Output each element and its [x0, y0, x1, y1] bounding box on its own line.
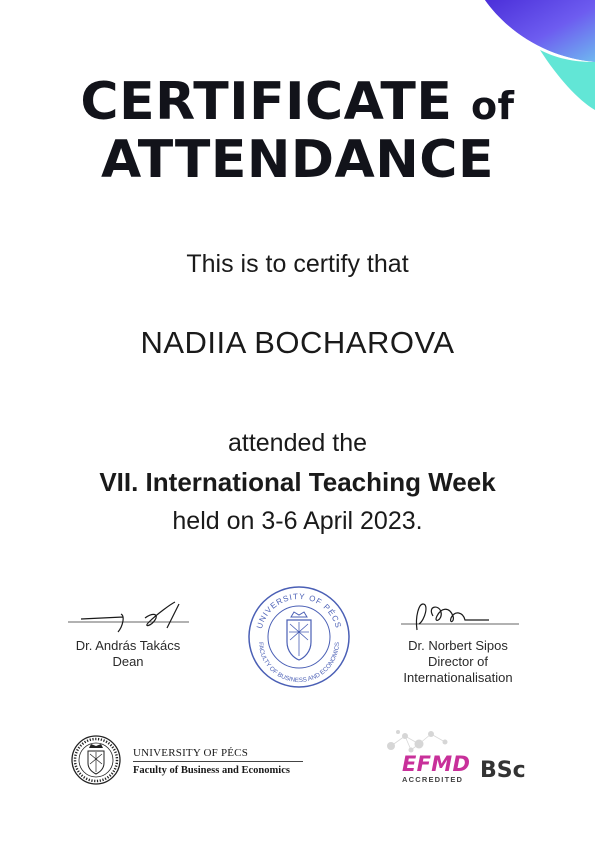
- efmd-wordmark: EFMD: [402, 752, 471, 776]
- efmd-accredited-label: ACCREDITED: [402, 775, 464, 784]
- university-seal-stamp: [246, 584, 352, 690]
- efmd-bsc-label: BSc: [480, 758, 526, 783]
- signature-dean-mark: [63, 598, 193, 636]
- signature-dean-name: Dr. András Takács: [75, 638, 181, 653]
- signature-dean: [58, 598, 198, 670]
- title-of: of: [470, 84, 515, 128]
- faculty-name: Faculty of Business and Economics: [133, 765, 290, 776]
- certificate-title-line2: ATTENDANCE: [101, 130, 494, 190]
- university-crest-icon: [70, 734, 122, 786]
- efmd-accreditation-logo: [385, 728, 535, 788]
- signature-director: [388, 598, 528, 686]
- certificate-title-line1: [0, 72, 595, 136]
- event-date: held on 3-6 April 2023.: [172, 507, 423, 535]
- signature-dean-role: Dean: [112, 654, 144, 669]
- seal-bottom-text: FACULTY OF BUSINESS AND ECONOMICS: [256, 641, 342, 685]
- signature-director-name: Dr. Norbert Sipos: [408, 638, 508, 653]
- recipient-name: NADIIA BOCHAROVA: [140, 325, 455, 360]
- signature-director-role-line2: Internationalisation: [403, 670, 513, 685]
- event-name: VII. International Teaching Week: [99, 467, 496, 497]
- signature-director-mark: [393, 598, 523, 636]
- seal-top-text: UNIVERSITY OF PÉCS: [254, 591, 344, 630]
- university-of-pecs-logo: [70, 734, 310, 786]
- attended-text: attended the: [227, 429, 367, 457]
- university-wordmark: [133, 747, 303, 777]
- signature-director-role-line1: Director of: [428, 654, 488, 669]
- certify-lead-text: This is to certify that: [186, 250, 409, 278]
- title-certificate: CERTIFICATE: [80, 72, 453, 132]
- university-name: UNIVERSITY OF PÉCS: [133, 747, 303, 762]
